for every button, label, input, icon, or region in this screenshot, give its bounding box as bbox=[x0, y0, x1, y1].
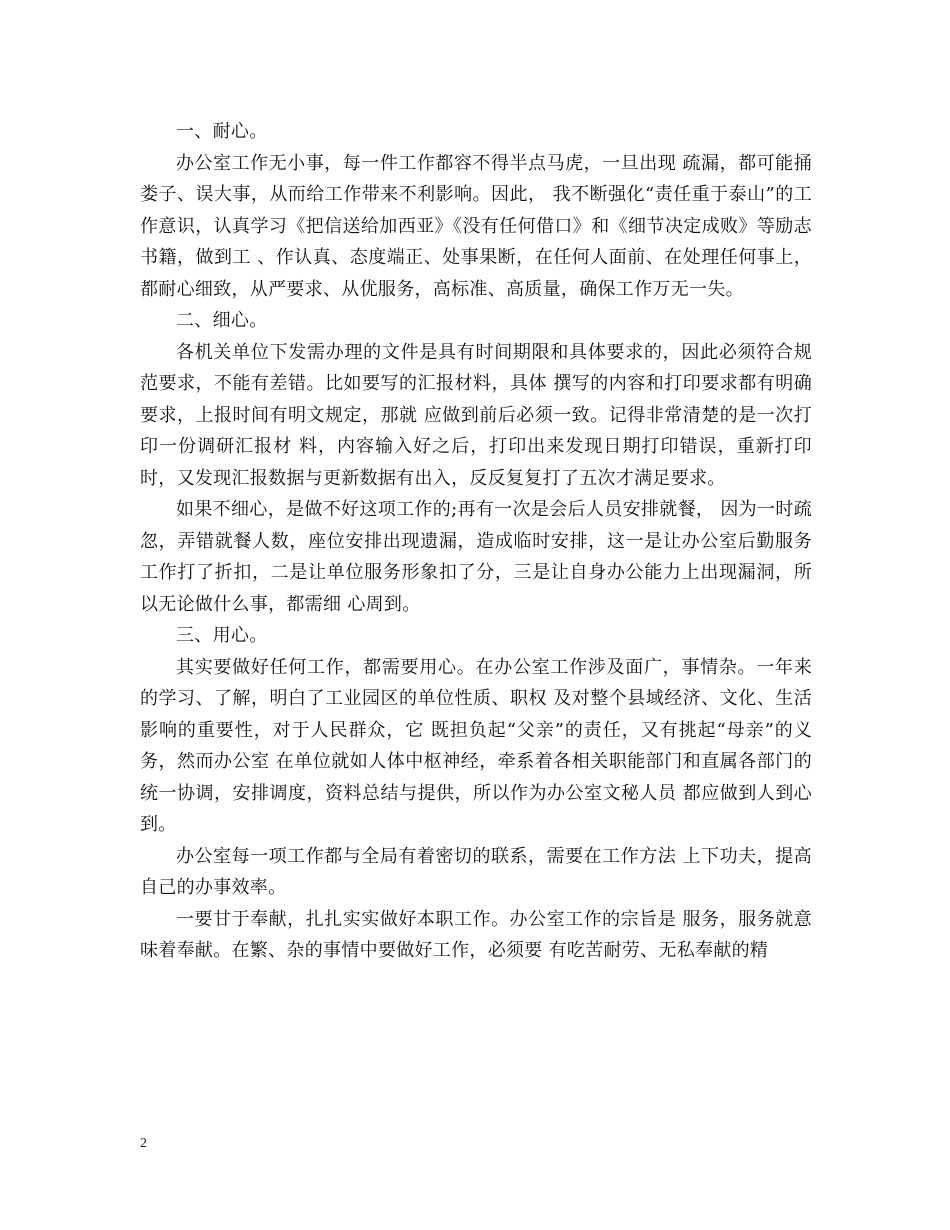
paragraph: 各机关单位下发需办理的文件是具有时间期限和具体要求的，因此必须符合规范要求，不能有差错。比如要写的汇报材料，具体 撰写的内容和打印要求都有明确要求，上报时间有明文规定，那就 应做到前后必须一致。记得非常清楚的是一次打印一份调研汇报材 料，内容输入好之后，打印出来发现日期打印错误，重新打印时，又发现汇报数据与更新数据有出入，反反复复打了五次才满足要求。 bbox=[140, 341, 812, 489]
page-number: 2 bbox=[140, 1136, 147, 1151]
section-heading-attentiveness: 三、用心。 bbox=[176, 625, 268, 646]
paragraph: 一要甘于奉献，扎扎实实做好本职工作。办公室工作的宗旨是 服务，服务就意味着奉献。在繁、杂的事情中要做好工作，必须要 有吃苦耐劳、无私奉献的精 bbox=[140, 908, 812, 961]
paragraph: 办公室每一项工作都与全局有着密切的联系，需要在工作方法 上下功夫，提高自己的办事效率。 bbox=[140, 845, 812, 898]
section-heading-patience: 一、耐心。 bbox=[176, 121, 268, 142]
section-heading-carefulness: 二、细心。 bbox=[176, 310, 268, 331]
paragraph: 如果不细心，是做不好这项工作的;再有一次是会后人员安排就餐， 因为一时疏忽，弄错就餐人数，座位安排出现遗漏，造成临时安排，这一是让办公室后勤服务工作打了折扣，二是让单位服务形象扣了分，三是让自身办公能力上出现漏洞，所以无论做什么事，都需细 心周到。 bbox=[140, 499, 812, 615]
paragraph: 其实要做好任何工作，都需要用心。在办公室工作涉及面广，事情杂。一年来的学习、了解，明白了工业园区的单位性质、职权 及对整个县域经济、文化、生活影响的重要性，对于人民群众，它 既担负起“父亲”的责任，又有挑起“母亲”的义务，然而办公室 在单位就如人体中枢神经，牵系着各相关职能部门和直属各部门的 统一协调，安排调度，资料总结与提供，所以作为办公室文秘人员 都应做到人到心到。 bbox=[140, 656, 812, 835]
document-body bbox=[140, 116, 812, 967]
paragraph: 办公室工作无小事，每一件工作都容不得半点马虎，一旦出现 疏漏，都可能捅娄子、误大事，从而给工作带来不利影响。因此， 我不断强化“责任重于泰山”的工作意识，认真学习《把信送给加西亚》《没有任何借口》和《细节决定成败》等励志书籍，做到工 、作认真、态度端正、处事果断，在任何人面前、在处理任何事上，都耐心细致，从严要求、从优服务，高标准、高质量，确保工作万无一失。 bbox=[140, 152, 812, 300]
